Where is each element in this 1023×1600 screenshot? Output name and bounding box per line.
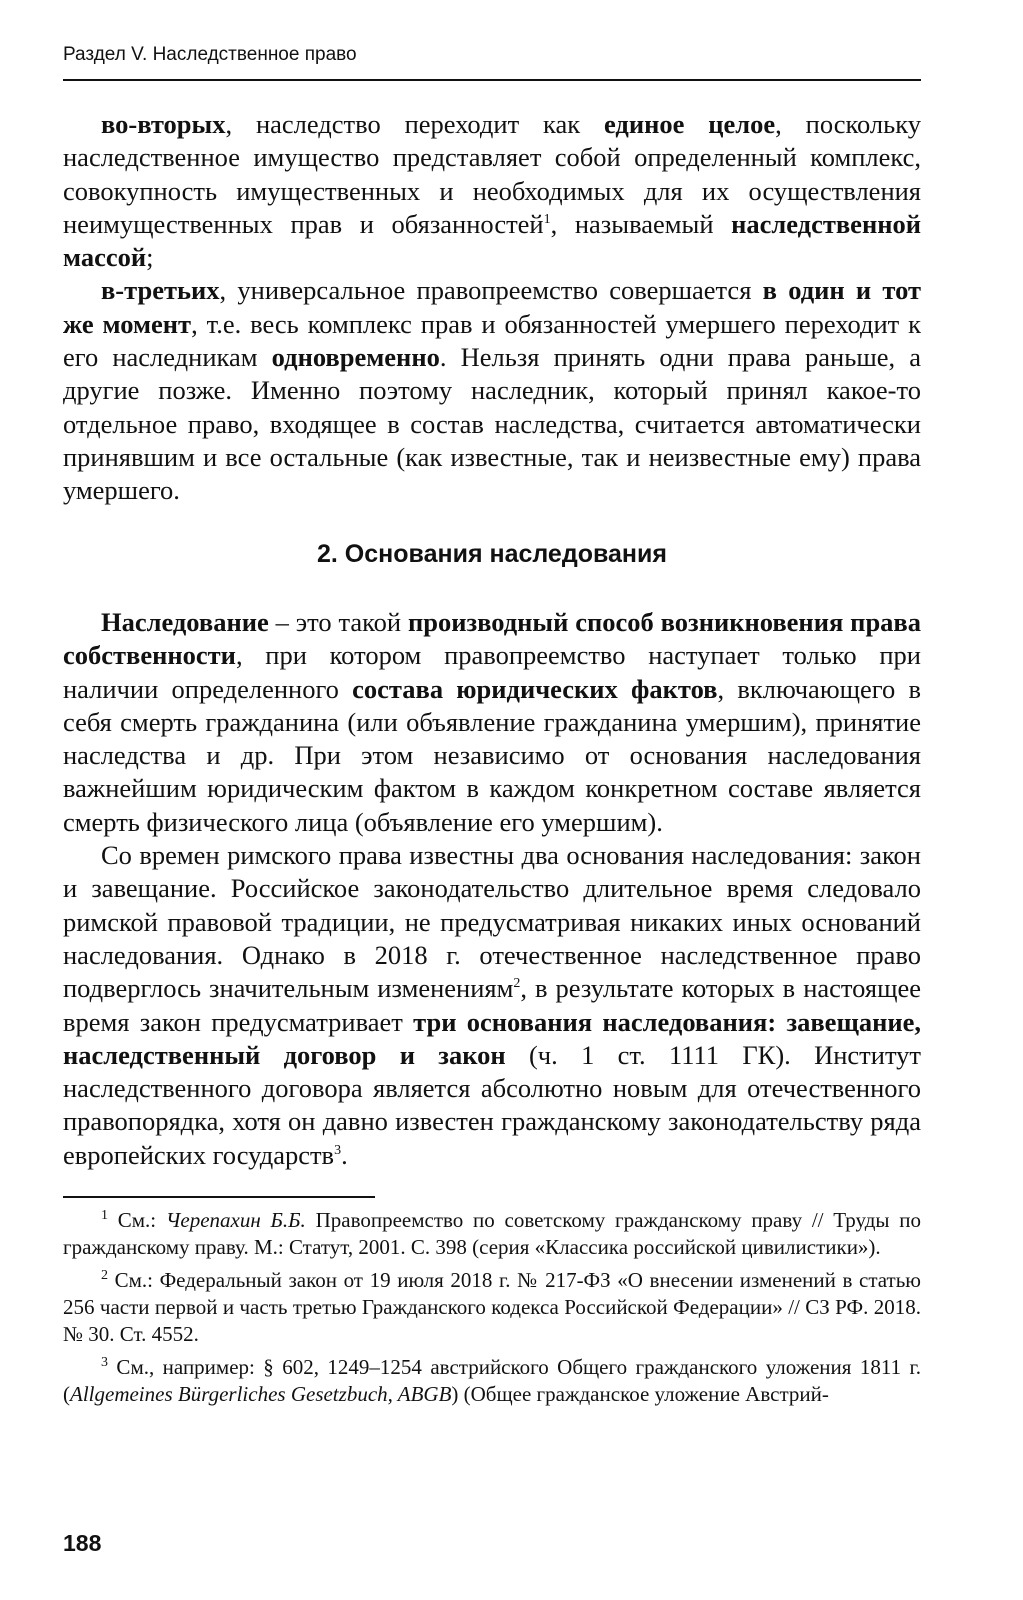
bold-term: во-вторых [101, 109, 226, 139]
text-run: Правопреемство по советскому гражданскому праву // Труды по гражданскому праву. М.: Статут, 2001. С. 398 (серия «Классика российской цивилистики»). [63, 1208, 921, 1259]
bold-term: единое целое [604, 109, 776, 139]
bold-term: одновременно [271, 342, 440, 373]
bold-term: Наследование [101, 607, 269, 637]
body-text-bottom [63, 606, 921, 1172]
bold-term: три основания наследования: завещание, наследственный договор и закон [63, 1006, 921, 1070]
header-rule [63, 79, 921, 81]
text-run: (ч. 1 ст. 1111 ГК). Институт наследственного договора является абсолютно новым для отечественного правопорядка, хотя он давно известен гражданскому законодательству ряда европейских государств [63, 1039, 922, 1170]
text-run: , наследство переходит как [225, 109, 604, 139]
text-run: ; [146, 242, 154, 273]
paragraph-secondly [63, 108, 921, 274]
paragraph-inheritance-definition [63, 606, 921, 839]
paragraph-grounds [63, 839, 921, 1172]
text-run: , при котором правопреемство наступает только при наличии определенного [63, 640, 921, 704]
footnote-rule [63, 1196, 375, 1198]
footnote-ref[interactable]: 3 [334, 1142, 342, 1158]
text-run: , поскольку наследственное имущество представляет собой определенный комплекс, совокупность имущественных и необходимых для их осуществления неимущественных прав и обязанностей [63, 109, 921, 239]
italic-author: Черепахин Б.Б. [165, 1208, 306, 1232]
footnote-number: 1 [101, 1208, 108, 1223]
text-run: См., например: § 602, 1249–1254 австрийского Общего гражданского уложения 1811 г. ( [63, 1355, 921, 1406]
footnote-number: 2 [101, 1268, 108, 1283]
bold-term: состава юридических фактов [352, 673, 718, 704]
text-run: ) (Общее гражданское уложение Австрий- [451, 1382, 829, 1406]
text-run: . Нельзя принять одни права раньше, а другие позже. Именно поэтому наследник, который принял какое-то отдельное право, входящее в состав наследства, считается автоматически принявшим и все остальные (как известные, так и неизвестные ему) права умершего. [63, 342, 921, 506]
text-run: См.: Федеральный закон от 19 июля 2018 г. № 217-ФЗ «О внесении изменений в статью 256 части первой и часть третью Гражданского кодекса Российской Федерации» // СЗ РФ. 2018. № 30. Ст. 4552. [63, 1268, 921, 1346]
footnote-number: 3 [101, 1355, 108, 1370]
footnote-ref[interactable]: 1 [543, 212, 551, 228]
footnote-1 [63, 1207, 921, 1261]
text-run: . [341, 1139, 348, 1170]
text-run: См.: [108, 1208, 166, 1232]
section-heading: 2. Основания наследования [317, 540, 667, 568]
page-number: 188 [63, 1530, 102, 1556]
paragraph-thirdly [63, 274, 921, 507]
footnote-2 [63, 1267, 921, 1348]
text-run: , универсальное правопреемство совершается [219, 275, 763, 306]
italic-title: Allgemeines Bürgerliches Gesetzbuch, ABGB [70, 1382, 452, 1406]
text-run: , называемый [550, 208, 732, 239]
body-text-top [63, 108, 921, 508]
text-run: , т.е. весь комплекс прав и обязанностей умершего переходит к его наследникам [63, 308, 921, 373]
footnote-3 [63, 1354, 921, 1408]
text-run: – это такой [268, 607, 408, 637]
text-run: , включающего в себя смерть гражданина (или объявление гражданина умершим), принятие наследства и др. При этом независимо от основания наследования важнейшим юридическим фактом в каждом конкретном составе является смерть физического лица (объявление его умершим). [63, 673, 921, 837]
bold-term: производный способ возникновения права собственности [63, 607, 921, 671]
text-run: , в результате которых в настоящее время закон предусматривает [63, 973, 921, 1037]
bold-term: в один и тот же момент [63, 275, 921, 339]
running-head: Раздел V. Наследственное право [63, 44, 357, 65]
footnote-ref[interactable]: 2 [513, 976, 521, 992]
footnotes [63, 1207, 921, 1414]
bold-term: наследственной массой [63, 208, 921, 273]
bold-term: в-третьих [101, 275, 220, 306]
text-run: Со времен римского права известны два основания наследования: закон и завещание. Российское законодательство длительное время следовало римской правовой традиции, не предусматривая никаких иных оснований наследования. Однако в 2018 г. отечественное наследственное право подверглось значительным изменениям [63, 840, 921, 1004]
